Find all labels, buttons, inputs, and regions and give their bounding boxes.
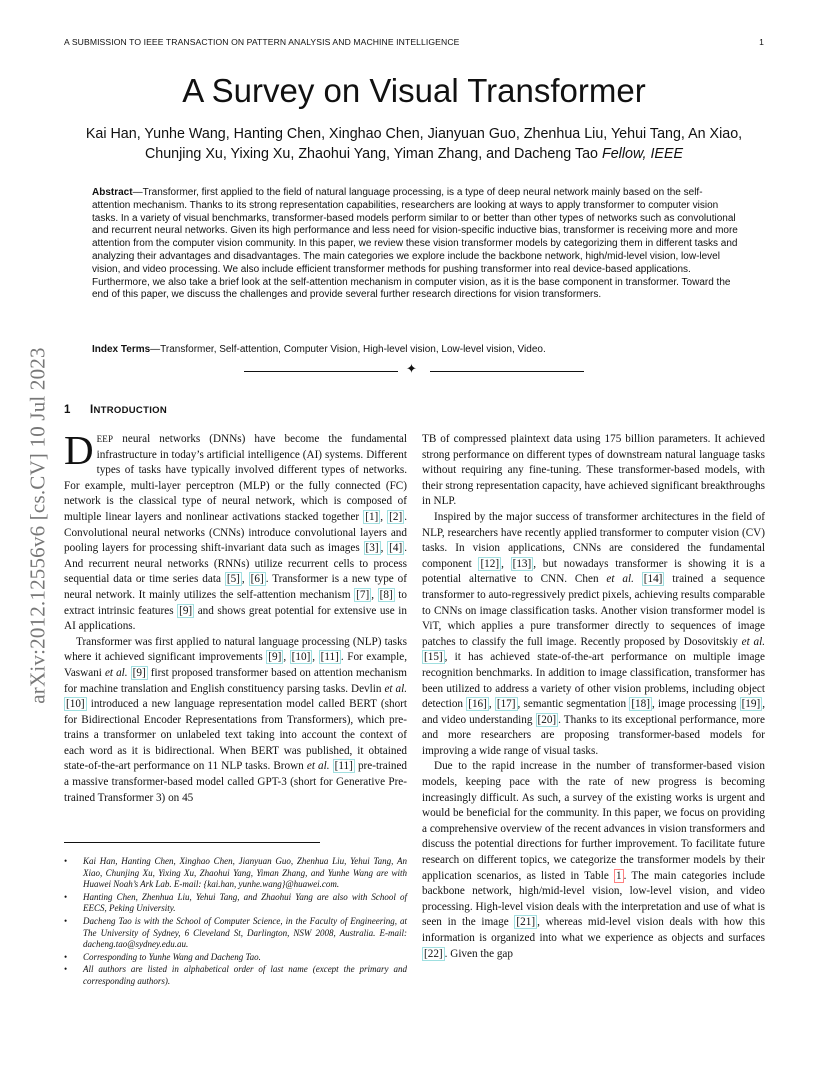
left-column bbox=[64, 427, 408, 806]
author-list bbox=[56, 124, 772, 164]
text-run: first proposed transformer based on attention mechanism for machine translation and English constituency parsing tasks. Devlin bbox=[64, 666, 408, 695]
intro-paragraph-4: Inspired by the major success of transformer architectures in the field of NLP, researchers have recently applied transformer to computer vision (CV) tasks. In vision applications, CNNs are considered the fundamental component [12] , [13] , but nowadays transformer is showing it is a potential alternative to CNN. Chen et al. [14] trained a sequence transformer to auto-regressively predict pixels, achieving results comparable to CNNs on image classification tasks. Another vision transformer model is ViT, which applies a pure transformer directly to sequences of image patches to classify the full image. Recently proposed by Dosovitskiy et al. [15] , it has achieved state-of-the-art performance on multiple image recognition benchmarks. In addition to image classification, transformer has been utilized to address a variety of other vision problems, including object detection [16] , [17] , semantic segmentation [18] , image processing [19] , and video understanding [20] . Thanks to its exceptional performance, more and more researchers are proposing transformer-based models for improving a wide range of visual tasks. bbox=[422, 510, 766, 757]
et-al: et al. bbox=[306, 760, 330, 773]
author-names: Kai Han, Yunhe Wang, Hanting Chen, Xinghao Chen, Jianyuan Guo, Zhenhua Liu, Yehui Tang, An Xiao, Chunjing Xu, Yixing Xu, Zhaohui Yang, Yiman Zhang, and Dacheng Tao bbox=[85, 126, 743, 162]
index-terms bbox=[92, 343, 738, 356]
footnote-item bbox=[64, 916, 407, 951]
citation-link[interactable]: [20] bbox=[537, 713, 557, 726]
footnote-item bbox=[64, 856, 407, 891]
text-run: Transformer was first applied to natural language processing (NLP) tasks where it achieved significant improvements bbox=[64, 635, 407, 664]
drop-cap: D bbox=[64, 427, 94, 473]
text-run: and shows great potential for extensive use in AI applications. bbox=[64, 604, 407, 633]
footnote-item bbox=[64, 892, 407, 915]
bullet-icon: • bbox=[64, 856, 68, 866]
text-run: trained a sequence transformer to auto-regressively predict pixels, achieving results comparable to CNNs on image classification tasks. Another vision transformer model is ViT, which applies a pure transformer directly to sequences of image patches to classify the full image. Recently proposed by Dosovitskiy bbox=[422, 573, 766, 648]
citation-link[interactable]: [10] bbox=[291, 651, 311, 664]
text-run: pre-trained a massive transformer-based model called GPT-3 (short for Generative Pre-trained Transformer 3) on 45 bbox=[64, 760, 408, 804]
section-title-rest: NTRODUCTION bbox=[93, 405, 167, 416]
separator-rule-right bbox=[430, 371, 584, 372]
text-run: . Convolutional neural networks (CNNs) introduce convolutional layers and pooling layers for processing shift-invariant data such as images bbox=[64, 510, 407, 555]
paper-title: A Survey on Visual Transformer bbox=[182, 72, 646, 109]
running-header bbox=[64, 37, 764, 49]
section-heading bbox=[64, 404, 167, 416]
citation-link[interactable]: [11] bbox=[320, 651, 339, 664]
citation-link[interactable]: [4] bbox=[389, 542, 403, 555]
section-number: 1 bbox=[64, 404, 71, 416]
right-column bbox=[422, 432, 765, 962]
text-run: to extract intrinsic features bbox=[64, 588, 408, 617]
et-al: et al. bbox=[606, 573, 634, 586]
citation-link[interactable]: [9] bbox=[179, 604, 193, 617]
citation-link[interactable]: [11] bbox=[334, 760, 353, 773]
footnote-list bbox=[64, 856, 407, 989]
arxiv-stamp[interactable] bbox=[16, 295, 60, 755]
bullet-icon: • bbox=[64, 951, 68, 962]
index-terms-text: —Transformer, Self-attention, Computer Vision, High-level vision, Low-level vision, Video. bbox=[150, 344, 546, 355]
citation-link[interactable]: [12] bbox=[480, 557, 500, 570]
et-al: et al. bbox=[384, 682, 407, 695]
citation-link[interactable]: [17] bbox=[496, 698, 516, 711]
citation-link[interactable]: [21] bbox=[516, 916, 536, 929]
citation-link[interactable]: [19] bbox=[741, 698, 761, 711]
footnote-text: Corresponding to Yunhe Wang and Dacheng Tao. bbox=[83, 951, 261, 962]
footnote-text: Kai Han, Hanting Chen, Xinghao Chen, Jianyuan Guo, Zhenhua Liu, Yehui Tang, An Xiao, Chunjing Xu, Yixing Xu, Zhaohui Yang, Yiman Zhang, and Yunhe Wang are with Huawei Noah’s Ark Lab. E-mail: {kai.han, yunhe.wang}@huawei.com. bbox=[83, 856, 407, 890]
citation-link[interactable]: [9] bbox=[268, 651, 282, 664]
fellow-designation: Fellow, IEEE bbox=[601, 146, 684, 162]
intro-smallcaps: EEP bbox=[96, 434, 114, 444]
citation-link[interactable]: [3] bbox=[365, 542, 379, 555]
footnote-text: All authors are listed in alphabetical order of last name (except the primary and corresponding authors). bbox=[83, 964, 407, 986]
footnote-text: Dacheng Tao is with the School of Computer Science, in the Faculty of Engineering, at The University of Sydney, 6 Cleveland St, Darlington, NSW 2008, Australia. E-mail: dacheng.tao@sydney.edu.au. bbox=[83, 915, 407, 950]
citation-link[interactable]: [10] bbox=[66, 698, 85, 711]
text-run: . The main categories include backbone network, high/mid-level vision, low-level vision, and video processing. High-level vision deals with the interpretation and use of what is seen in the image bbox=[422, 869, 766, 929]
bullet-icon: • bbox=[64, 891, 68, 902]
arxiv-stamp-text: arXiv:2012.12556v6 [cs.CV] 10 Jul 2023 bbox=[25, 346, 50, 704]
index-terms-label: Index Terms bbox=[92, 344, 151, 355]
section-title-initial: I bbox=[90, 404, 94, 416]
citation-link[interactable]: [15] bbox=[424, 651, 443, 664]
text-run: . Thanks to its exceptional performance, more and more researchers are proposing transformer-based models for improving a wide range of visual tasks. bbox=[422, 713, 765, 757]
text-run: , and video understanding bbox=[422, 698, 765, 726]
text-run: Due to the rapid increase in the number of transformer-based vision models, keeping pace with the rate of new progress is becoming increasingly difficult. As such, a survey of the existing works is urgent and would be beneficial for the community. In this paper, we focus on providing a comprehensive overview of the recent advances in vision transformers and discuss the potential directions for further improvement. To facilitate future research on different topics, we categorize the transformer models by their application scenarios, as listed in Table bbox=[422, 760, 765, 882]
text-run: , image processing bbox=[651, 698, 740, 711]
citation-link[interactable]: [16] bbox=[468, 698, 487, 711]
citation-link[interactable]: [8] bbox=[379, 588, 393, 601]
text-run: . And recurrent neural networks (RNNs) utilize recurrent cells to process sequential data or time series data bbox=[64, 542, 408, 586]
page-number: 1 bbox=[759, 37, 764, 47]
intro-paragraph-5 bbox=[422, 759, 765, 962]
citation-link[interactable]: [18] bbox=[631, 698, 650, 711]
footnote-item bbox=[64, 964, 407, 987]
text-run: . For example, Vaswani bbox=[64, 651, 407, 679]
text-run: , semantic segmentation bbox=[517, 698, 630, 711]
intro-paragraph-3: TB of compressed plaintext data using 175 billion parameters. It achieved strong performance on different types of downstream natural language tasks without requiring any fine-tuning. These transformer-based models, with their strong representation capacity, have achieved significant breakthroughs in NLP. bbox=[422, 433, 765, 508]
text-run: neural networks (DNNs) have become the fundamental infrastructure in today’s artificial intelligence (AI) systems. Different types of tasks have typically involved different types of networks. For example, multi-layer perceptron (MLP) or the fully connected (FC) network is the classical type of neural network, which is composed of multiple linear layers and nonlinear activations stacked together bbox=[64, 433, 407, 523]
footnote-text: Hanting Chen, Zhenhua Liu, Yehui Tang, and Zhaohui Yang are also with School of EECS, Peking University. bbox=[83, 891, 407, 914]
table-link[interactable]: 1 bbox=[616, 869, 622, 882]
abstract-text: —Transformer, first applied to the field of natural language processing, is a type of deep neural network mainly based on the self-attention mechanism. Thanks to its strong representation capabilities, researchers are looking at ways to apply transformer to computer vision tasks. In a variety of visual benchmarks, transformer-based models perform similar to or better than other types of networks such as convolutional and recurrent neural networks. Given its high performance and less need for vision-specific inductive bias, transformer is receiving more and more attention from the computer vision community. In this paper, we review these vision transformer models by categorizing them in different tasks and analyzing their advantages and disadvantages. The main categories we explore include the backbone network, high/mid-level vision, low-level vision, and video processing. We also include efficient transformer methods for pushing transformer into real device-based applications. Furthermore, we also take a brief look at the self-attention mechanism in computer vision, as it is the base component in transformer. Toward the end of this paper, we discuss the challenges and provide several further research directions for vision transformers. bbox=[92, 187, 738, 301]
text-run: it has achieved state-of-the-art performance on multiple image recognition benchmarks. In addition to image classification, transformer has been utilized to address a variety of other vision problems, including object detection bbox=[422, 651, 765, 711]
section-separator bbox=[244, 362, 584, 377]
citation-link[interactable]: [13] bbox=[512, 557, 532, 570]
footnote-rule bbox=[64, 842, 320, 843]
abstract-label: Abstract bbox=[92, 187, 133, 198]
citation-link[interactable]: [6] bbox=[250, 573, 264, 586]
citation-link[interactable]: [7] bbox=[356, 588, 370, 601]
citation-link[interactable]: [2] bbox=[389, 510, 403, 523]
text-run: . Given the gap bbox=[444, 947, 513, 960]
bullet-icon: • bbox=[64, 915, 68, 926]
journal-name: A SUBMISSION TO IEEE TRANSACTION ON PATTERN ANALYSIS AND MACHINE INTELLIGENCE bbox=[64, 37, 460, 47]
text-run: introduced a new language representation model called BERT (short for Bidirectional Encoder Representations from Transformers), which pre-trains a transformer on unlabeled text taking into account the context of each word as it is bidirectional. When BERT was published, it obtained state-of-the-art performance on 11 NLP tasks. Brown bbox=[64, 698, 407, 773]
citation-link[interactable]: [22] bbox=[424, 947, 443, 960]
citation-link[interactable]: [9] bbox=[132, 666, 146, 679]
text-run: . Transformer is a new type of neural network. It mainly utilizes the self-attention mechanism bbox=[64, 573, 407, 601]
abstract bbox=[92, 187, 738, 302]
separator-rule-left bbox=[244, 371, 398, 372]
et-al: et al. bbox=[104, 666, 128, 679]
intro-paragraph-1: DEEP neural networks (DNNs) have become the fundamental infrastructure in today’s artificial intelligence (AI) systems. Different types of tasks have typically involved different types of networks. For example, multi-layer perceptron (MLP) or the fully connected (FC) network is the classical type of neural network, which is composed of multiple linear layers and nonlinear activations stacked together [1] , [2] . Convolutional neural networks (CNNs) introduce convolutional layers and pooling layers for processing shift-invariant data such as images [3] , [4] . And recurrent neural networks (RNNs) utilize recurrent cells to process sequential data or time series data [5] , [6] . Transformer is a new type of neural network. It mainly utilizes the self-attention mechanism [7] , [8] to extract intrinsic features [9] and shows great potential for extensive use in AI applications. bbox=[64, 427, 408, 633]
citation-link[interactable]: [5] bbox=[226, 573, 240, 586]
separator-star-icon: ✦ bbox=[406, 362, 417, 377]
citation-link[interactable]: [1] bbox=[365, 510, 379, 523]
citation-link[interactable]: [14] bbox=[643, 573, 663, 586]
footnote-item bbox=[64, 952, 407, 964]
et-al: et al. bbox=[741, 635, 765, 648]
text-run: , whereas mid-level vision deals with how this information is organized into what we experience as objects and surfaces bbox=[422, 916, 765, 944]
bullet-icon: • bbox=[64, 964, 68, 975]
text-run: , but nowadays transformer is showing it is a potential alternative to CNN. Chen bbox=[422, 557, 765, 586]
intro-paragraph-2: Transformer was first applied to natural language processing (NLP) tasks where it achieved significant improvements [9] , [10] , [11] . For example, Vaswani et al. [9] first proposed transformer based on attention mechanism for machine translation and English constituency parsing tasks. Devlin et al. [10] introduced a new language representation model called BERT (short for Bidirectional Encoder Representations from Transformers), which pre-trains a transformer on unlabeled text taking into account the context of each word as it is bidirectional. When BERT was published, it obtained state-of-the-art performance on 11 NLP tasks. Brown et al. [11] pre-trained a massive transformer-based model called GPT-3 (short for Generative Pre-trained Transformer 3) on 45 bbox=[64, 635, 408, 804]
text-run: Inspired by the major success of transformer architectures in the field of NLP, researchers have recently applied transformer to computer vision (CV) tasks. In vision applications, CNNs are considered the fundamental component bbox=[422, 510, 765, 570]
